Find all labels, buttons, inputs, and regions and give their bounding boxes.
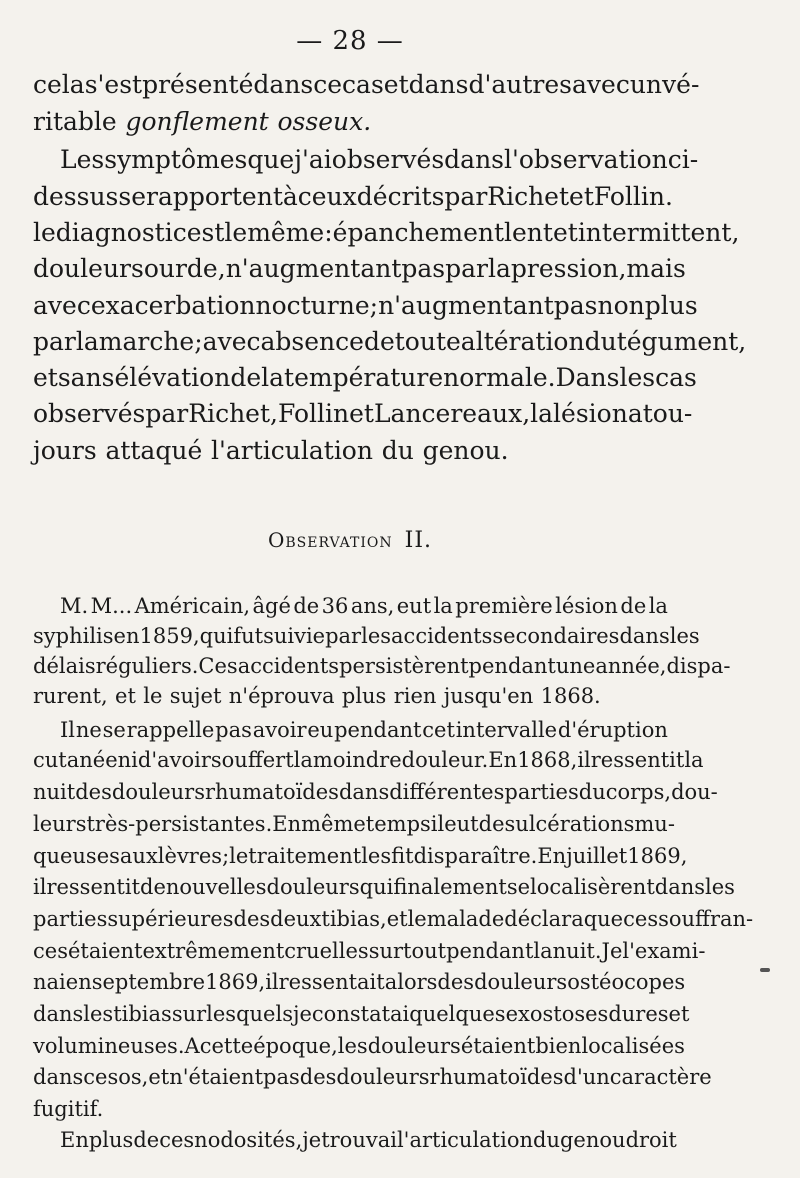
text-line: leurs très-persistantes. En même temps il eut des ulcérations mu- — [33, 812, 675, 836]
text-line: ritable gonflement osseux. — [33, 107, 372, 136]
text-line: observés par Richet, Follin et Lancereaux, la lésion a tou- — [33, 399, 693, 428]
text-line: dessus se rapportent à ceux décrits par Richet et Follin. — [33, 182, 673, 211]
text-line: par la marche ; avec absence de toute altération du tégument, — [33, 327, 747, 356]
text-line: nai en septembre 1869, il ressentait alors des douleurs ostéocopes — [33, 970, 686, 994]
text-line: le diagnostic est le même : épanchement lent et intermittent, — [33, 218, 740, 247]
text-line: et sans élévation de la température normale. Dans les cas — [33, 363, 697, 392]
text-line: En plus de ces nodosités, je trouvai l'articulation du genou droit — [60, 1128, 677, 1152]
text-line: avec exacerbation nocturne ; n'augmentant pas non plus — [33, 291, 698, 320]
text-line: douleur sourde, n'augmentant pas par la pression, mais — [33, 254, 686, 283]
text-line: il ressentit de nouvelles douleurs qui finalement se localisèrent dans les — [33, 875, 735, 899]
text-line: M. M... Américain, âgé de 36 ans, eut la première lésion de la — [60, 594, 668, 618]
text-line: queuses aux lèvres ; le traitement les fit disparaître. En juillet 1869, — [33, 844, 688, 868]
text-line: parties supérieures des deux tibias, et le malade déclara que ces souffran- — [33, 907, 754, 931]
text-line: fugitif. — [33, 1097, 104, 1121]
text-line: cutanée ni d'avoir souffert la moindre douleur. En 1868, il ressentit la — [33, 748, 704, 772]
text-line: Il ne se rappelle pas avoir eu pendant cet intervalle d'éruption — [60, 718, 668, 742]
text-line: dans ces os, et n'étaient pas des douleurs rhumatoïdes d'un caractère — [33, 1065, 712, 1089]
observation-heading-numeral: II. — [404, 528, 432, 553]
text-line: Les symptômes que j'ai observés dans l'observation ci- — [60, 145, 699, 174]
text-line: rurent, et le sujet n'éprouva plus rien jusqu'en 1868. — [33, 684, 601, 708]
text-line: ces étaient extrêmement cruelles surtout pendant la nuit. Je l'exami- — [33, 939, 706, 963]
page-number: — 28 — — [296, 26, 404, 56]
text-line: syphilis en 1859, qui fut suivie par les accidents secondaires dans les — [33, 624, 700, 648]
text-line: volumineuses. A cette époque, les douleurs étaient bien localisées — [33, 1034, 685, 1058]
print-speck — [760, 968, 770, 972]
observation-heading-label: Observation — [267, 528, 393, 552]
text-line: délais réguliers. Ces accidents persistèrent pendant une année, dispa- — [33, 654, 731, 678]
text-line: dans les tibias sur lesquels je constatai quelques exostoses dures et — [33, 1002, 690, 1026]
text-line: nuit des douleurs rhumatoïdes dans différentes parties du corps, dou- — [33, 780, 718, 804]
observation-heading — [0, 528, 700, 553]
text-line: jours attaqué l'articulation du genou. — [33, 436, 509, 465]
text-line: cela s'est présenté dans ce cas et dans d'autres avec un vé- — [33, 70, 700, 99]
